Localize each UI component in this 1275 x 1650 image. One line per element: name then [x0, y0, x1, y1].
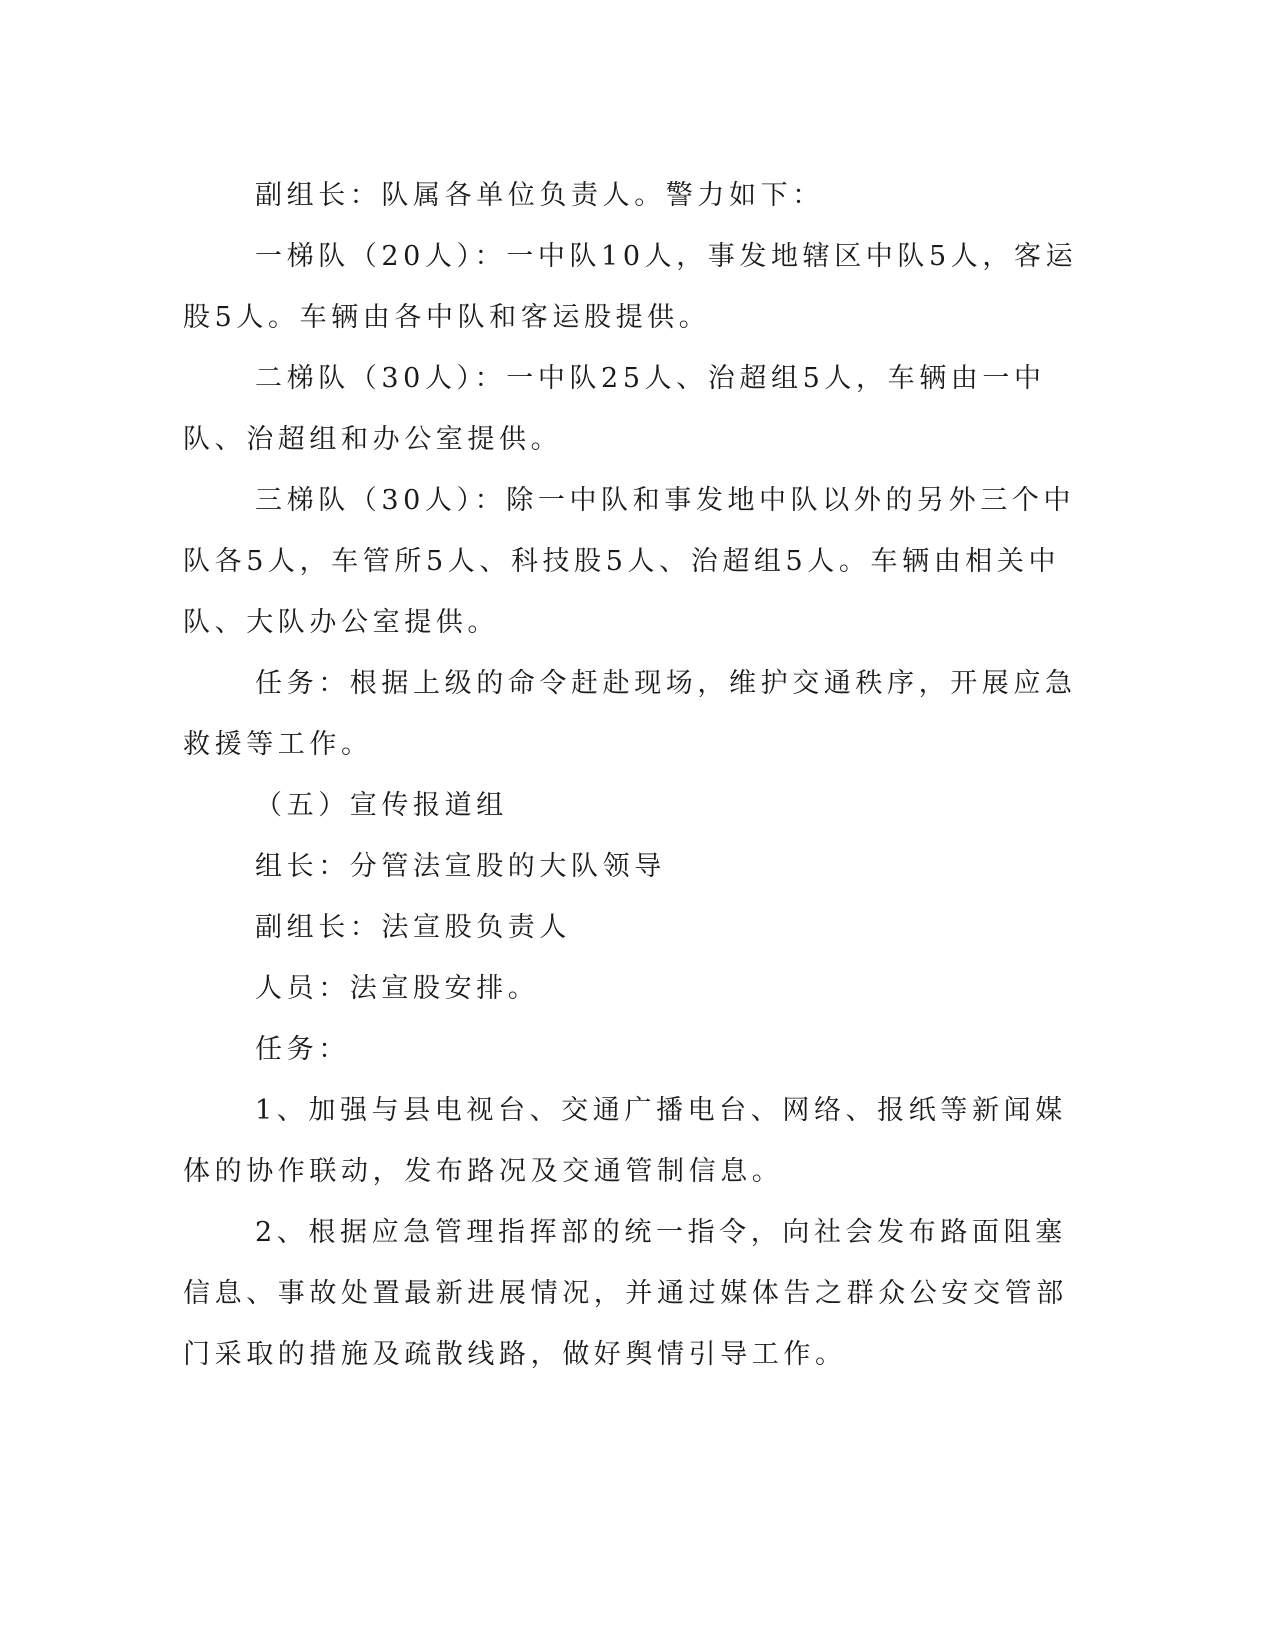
document-body	[183, 165, 1083, 1385]
paragraph-task: 任务：根据上级的命令赶赴现场，维护交通秩序，开展应急救援等工作。	[183, 668, 1077, 760]
paragraph-deputy-leader: 副组长：队属各单位负责人。警力如下：	[255, 180, 824, 211]
paragraph-deputy-group-leader: 副组长：法宣股负责人	[255, 912, 571, 943]
section-heading-publicity-group: （五）宣传报道组	[255, 790, 508, 821]
paragraph-task-item-2: 2、根据应急管理指挥部的统一指令，向社会发布路面阻塞信息、事故处置最新进展情况，并通过媒体告之群众公安交管部门采取的措施及疏散线路，做好舆情引导工作。	[183, 1217, 1068, 1370]
paragraph-task-item-1: 1、加强与县电视台、交通广播电台、网络、报纸等新闻媒体的协作联动，发布路况及交通管制信息。	[183, 1095, 1067, 1187]
paragraph-personnel: 人员：法宣股安排。	[255, 973, 540, 1004]
paragraph-group-leader: 组长：分管法宣股的大队领导	[255, 851, 666, 882]
paragraph-first-echelon: 一梯队（20人）：一中队10人，事发地辖区中队5人，客运股5人。车辆由各中队和客运股提供。	[183, 241, 1078, 333]
paragraph-second-echelon: 二梯队（30人）：一中队25人、治超组5人，车辆由一中队、治超组和办公室提供。	[183, 363, 1046, 455]
paragraph-third-echelon: 三梯队（30人）：除一中队和事发地中队以外的另外三个中队各5人，车管所5人、科技股5人、治超组5人。车辆由相关中队、大队办公室提供。	[183, 485, 1076, 638]
paragraph-task-label: 任务：	[255, 1034, 350, 1065]
